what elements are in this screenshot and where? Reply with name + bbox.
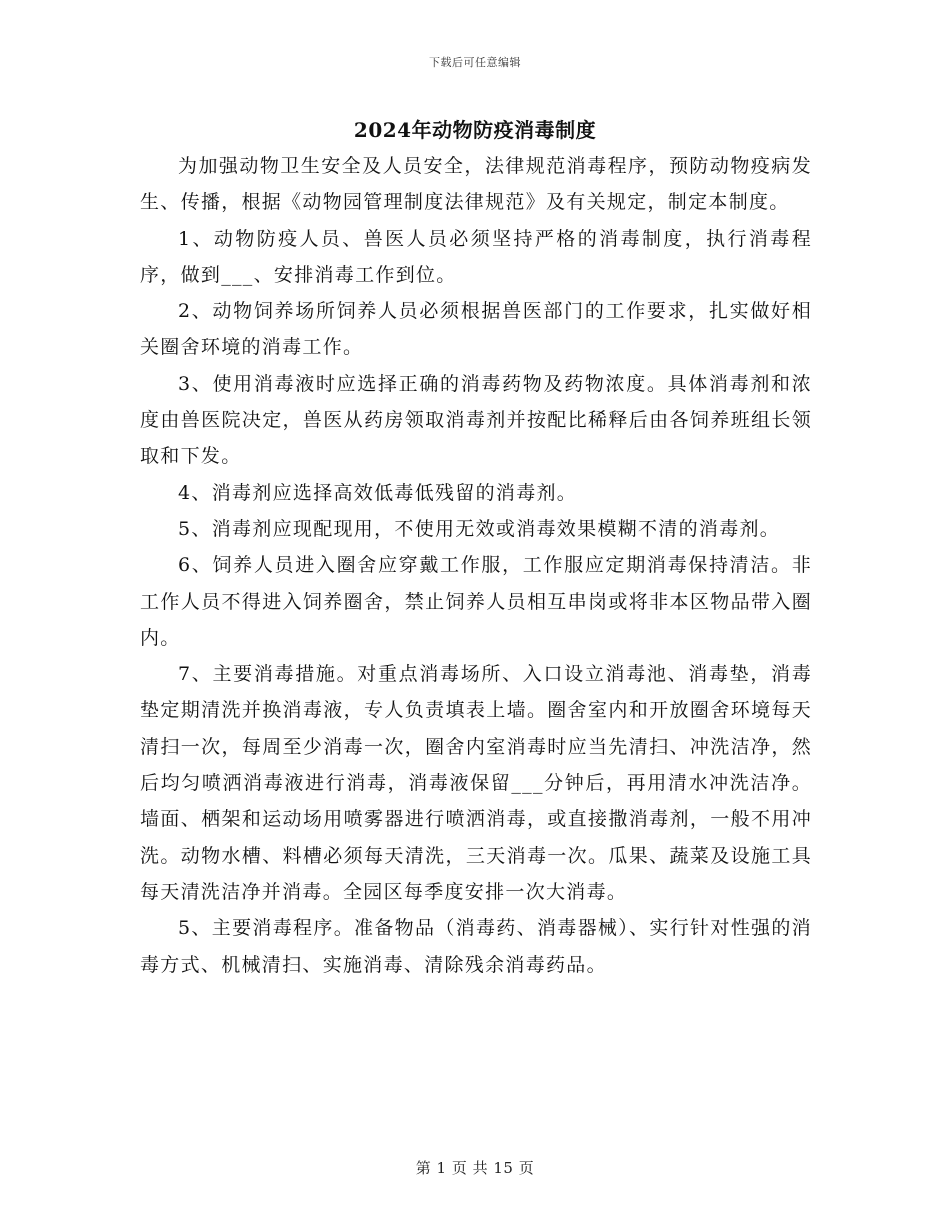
paragraph-item-6: 6、饲养人员进入圈舍应穿戴工作服，工作服应定期消毒保持清洁。非工作人员不得进入饲养圈舍，禁止饲养人员相互串岗或将非本区物品带入圈内。: [140, 554, 812, 649]
header-note: 下载后可任意编辑: [429, 56, 521, 69]
paragraph-item-2: 2、动物饲养场所饲养人员必须根据兽医部门的工作要求，扎实做好相关圈舍环境的消毒工作。: [140, 300, 812, 359]
paragraph-intro: 为加强动物卫生安全及人员安全，法律规范消毒程序，预防动物疫病发生、传播，根据《动物园管理制度法律规范》及有关规定，制定本制度。: [140, 155, 812, 214]
document-title: 2024年动物防疫消毒制度: [353, 118, 597, 142]
paragraph-item-1: 1、动物防疫人员、兽医人员必须坚持严格的消毒制度，执行消毒程序，做到___、安排消毒工作到位。: [140, 227, 812, 286]
page-number: 第 1 页 共 15 页: [415, 1159, 535, 1177]
paragraph-item-procedure: 5、主要消毒程序。准备物品（消毒药、消毒器械）、实行针对性强的消毒方式、机械清扫、实施消毒、清除残余消毒药品。: [140, 917, 812, 976]
paragraph-item-7: 7、主要消毒措施。对重点消毒场所、入口设立消毒池、消毒垫，消毒垫定期清洗并换消毒液，专人负责填表上墙。圈舍室内和开放圈舍环境每天清扫一次，每周至少消毒一次，圈舍内室消毒时应当先清扫、冲洗洁净，然后均匀喷洒消毒液进行消毒，消毒液保留___分钟后，再用清水冲洗洁净。墙面、栖架和运动场用喷雾器进行喷洒消毒，或直接撒消毒剂，一般不用冲洗。动物水槽、料槽必须每天清洗，三天消毒一次。瓜果、蔬菜及设施工具每天清洗洁净并消毒。全园区每季度安排一次大消毒。: [140, 663, 812, 903]
paragraph-item-5: 5、消毒剂应现配现用，不使用无效或消毒效果模糊不清的消毒剂。: [178, 517, 781, 540]
paragraph-item-4: 4、消毒剂应选择高效低毒低残留的消毒剂。: [178, 481, 578, 504]
document-body: [140, 148, 812, 983]
paragraph-item-3: 3、使用消毒液时应选择正确的消毒药物及药物浓度。具体消毒剂和浓度由兽医院决定，兽医从药房领取消毒剂并按配比稀释后由各饲养班组长领取和下发。: [140, 372, 812, 468]
